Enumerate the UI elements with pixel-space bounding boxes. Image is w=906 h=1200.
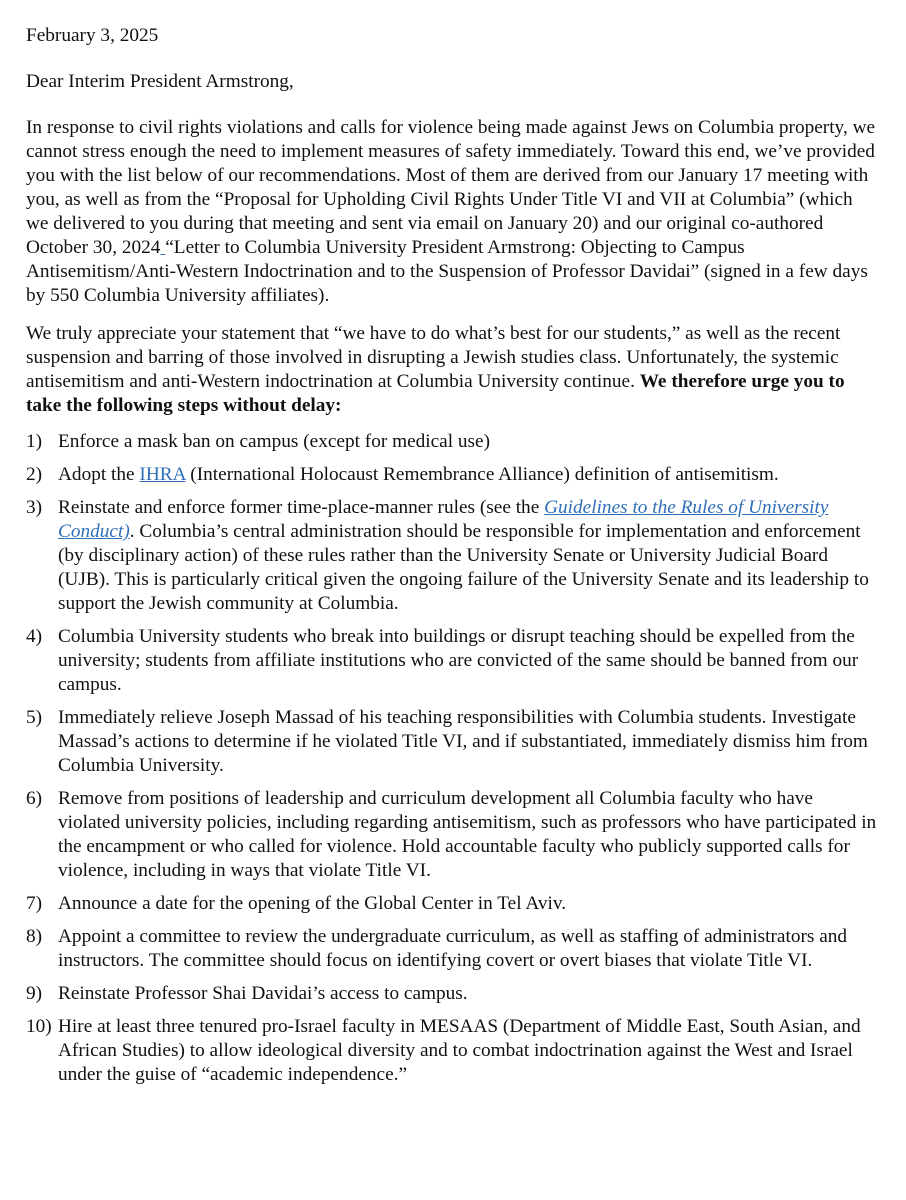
list-item [26, 430, 878, 454]
list-item-text-after: (International Holocaust Remembrance Alliance) definition of antisemitism. [185, 464, 779, 485]
paragraph-context-text-a: In response to civil rights violations and calls for violence being made against Jews on Columbia property, we cannot stress enough the need to implement measures of safety immediately. Toward this end, we’ve provided you with the list below of our recommendations. Most of them are derived from our January 17 meeting with you, as well as from the “Proposal for Upholding Civil Rights Under Title VI and VII at Columbia” (which we delivered to you during that meeting and sent via email on January 20) and our original co-authored October 30, 2024 [26, 117, 876, 258]
list-item [26, 925, 878, 973]
list-item-number: 8) [26, 926, 43, 947]
paragraph-appreciation [26, 322, 878, 418]
paragraph-appreciation-bold: We therefore urge you to take the following steps without delay: [26, 371, 845, 416]
guidelines-link[interactable]: Guidelines to the Rules of University Conduct) [58, 497, 829, 542]
list-item [26, 1015, 878, 1087]
list-item [26, 463, 878, 487]
list-item [26, 982, 878, 1006]
list-item-number: 6) [26, 788, 43, 809]
recommendation-list [26, 430, 878, 1087]
list-item-text: Immediately relieve Joseph Massad of his teaching responsibilities with Columbia students. Investigate Massad’s actions to determine if he violated Title VI, and if substantiated, immediately dismiss him from Columbia University. [58, 707, 868, 776]
list-item-number: 4) [26, 626, 43, 647]
list-item-text: Announce a date for the opening of the Global Center in Tel Aviv. [58, 893, 567, 914]
paragraph-appreciation-text: We truly appreciate your statement that “we have to do what’s best for our students,” as well as the recent suspension and barring of those involved in disrupting a Jewish studies class. Unfortunately, the systemic antisemitism and anti-Western indoctrination at Columbia University continue. [26, 323, 841, 392]
list-item-text: Hire at least three tenured pro-Israel faculty in MESAAS (Department of Middle East, South Asian, and African Studies) to allow ideological diversity and to combat indoctrination against the West and Israel under the guise of “academic independence.” [58, 1016, 861, 1085]
ihra-link[interactable]: IHRA [139, 464, 186, 485]
list-item-text-before: Adopt the [58, 464, 140, 485]
list-item [26, 625, 878, 697]
list-item-text: Appoint a committee to review the undergraduate curriculum, as well as staffing of administrators and instructors. The committee should focus on identifying covert or overt biases that violate Title VI. [58, 926, 848, 971]
paragraph-context-text-b: “Letter to Columbia University President Armstrong: Objecting to Campus Antisemitism/Anti-Western Indoctrination and to the Suspension of Professor Davidai” (signed in a few days by 550 Columbia University affiliates). [26, 237, 868, 306]
list-item-number: 3) [26, 497, 43, 518]
list-item-number: 1) [26, 431, 43, 452]
list-item [26, 706, 878, 778]
letter-salutation: Dear Interim President Armstrong, [26, 71, 294, 92]
list-item-text-after: . Columbia’s central administration should be responsible for implementation and enforcement (by disciplinary action) of these rules rather than the University Senate or University Judicial Board (UJB). This is particularly critical given the ongoing failure of the University Senate and its leadership to support the Jewish community at Columbia. [58, 521, 869, 614]
list-item-text: Enforce a mask ban on campus (except for medical use) [58, 431, 491, 452]
list-item-text: Reinstate Professor Shai Davidai’s access to campus. [58, 983, 468, 1004]
list-item [26, 892, 878, 916]
letter-date: February 3, 2025 [26, 25, 159, 46]
list-item-number: 2) [26, 464, 43, 485]
list-item-number: 9) [26, 983, 43, 1004]
list-item-text-before: Reinstate and enforce former time-place-manner rules (see the [58, 497, 545, 518]
list-item-text: Remove from positions of leadership and curriculum development all Columbia faculty who have violated university policies, including regarding antisemitism, such as professors who have participated in the encampment or who called for violence. Hold accountable faculty who publicly supported calls for violence, including in ways that violate Title VI. [58, 788, 877, 881]
list-item-number: 7) [26, 893, 43, 914]
list-item-number: 5) [26, 707, 43, 728]
list-item-number: 10) [26, 1016, 52, 1037]
paragraph-context [26, 116, 878, 308]
list-item-text: Columbia University students who break into buildings or disrupt teaching should be expelled from the university; students from affiliate institutions who are convicted of the same should be banned from our campus. [58, 626, 859, 695]
list-item [26, 496, 878, 616]
list-item [26, 787, 878, 883]
